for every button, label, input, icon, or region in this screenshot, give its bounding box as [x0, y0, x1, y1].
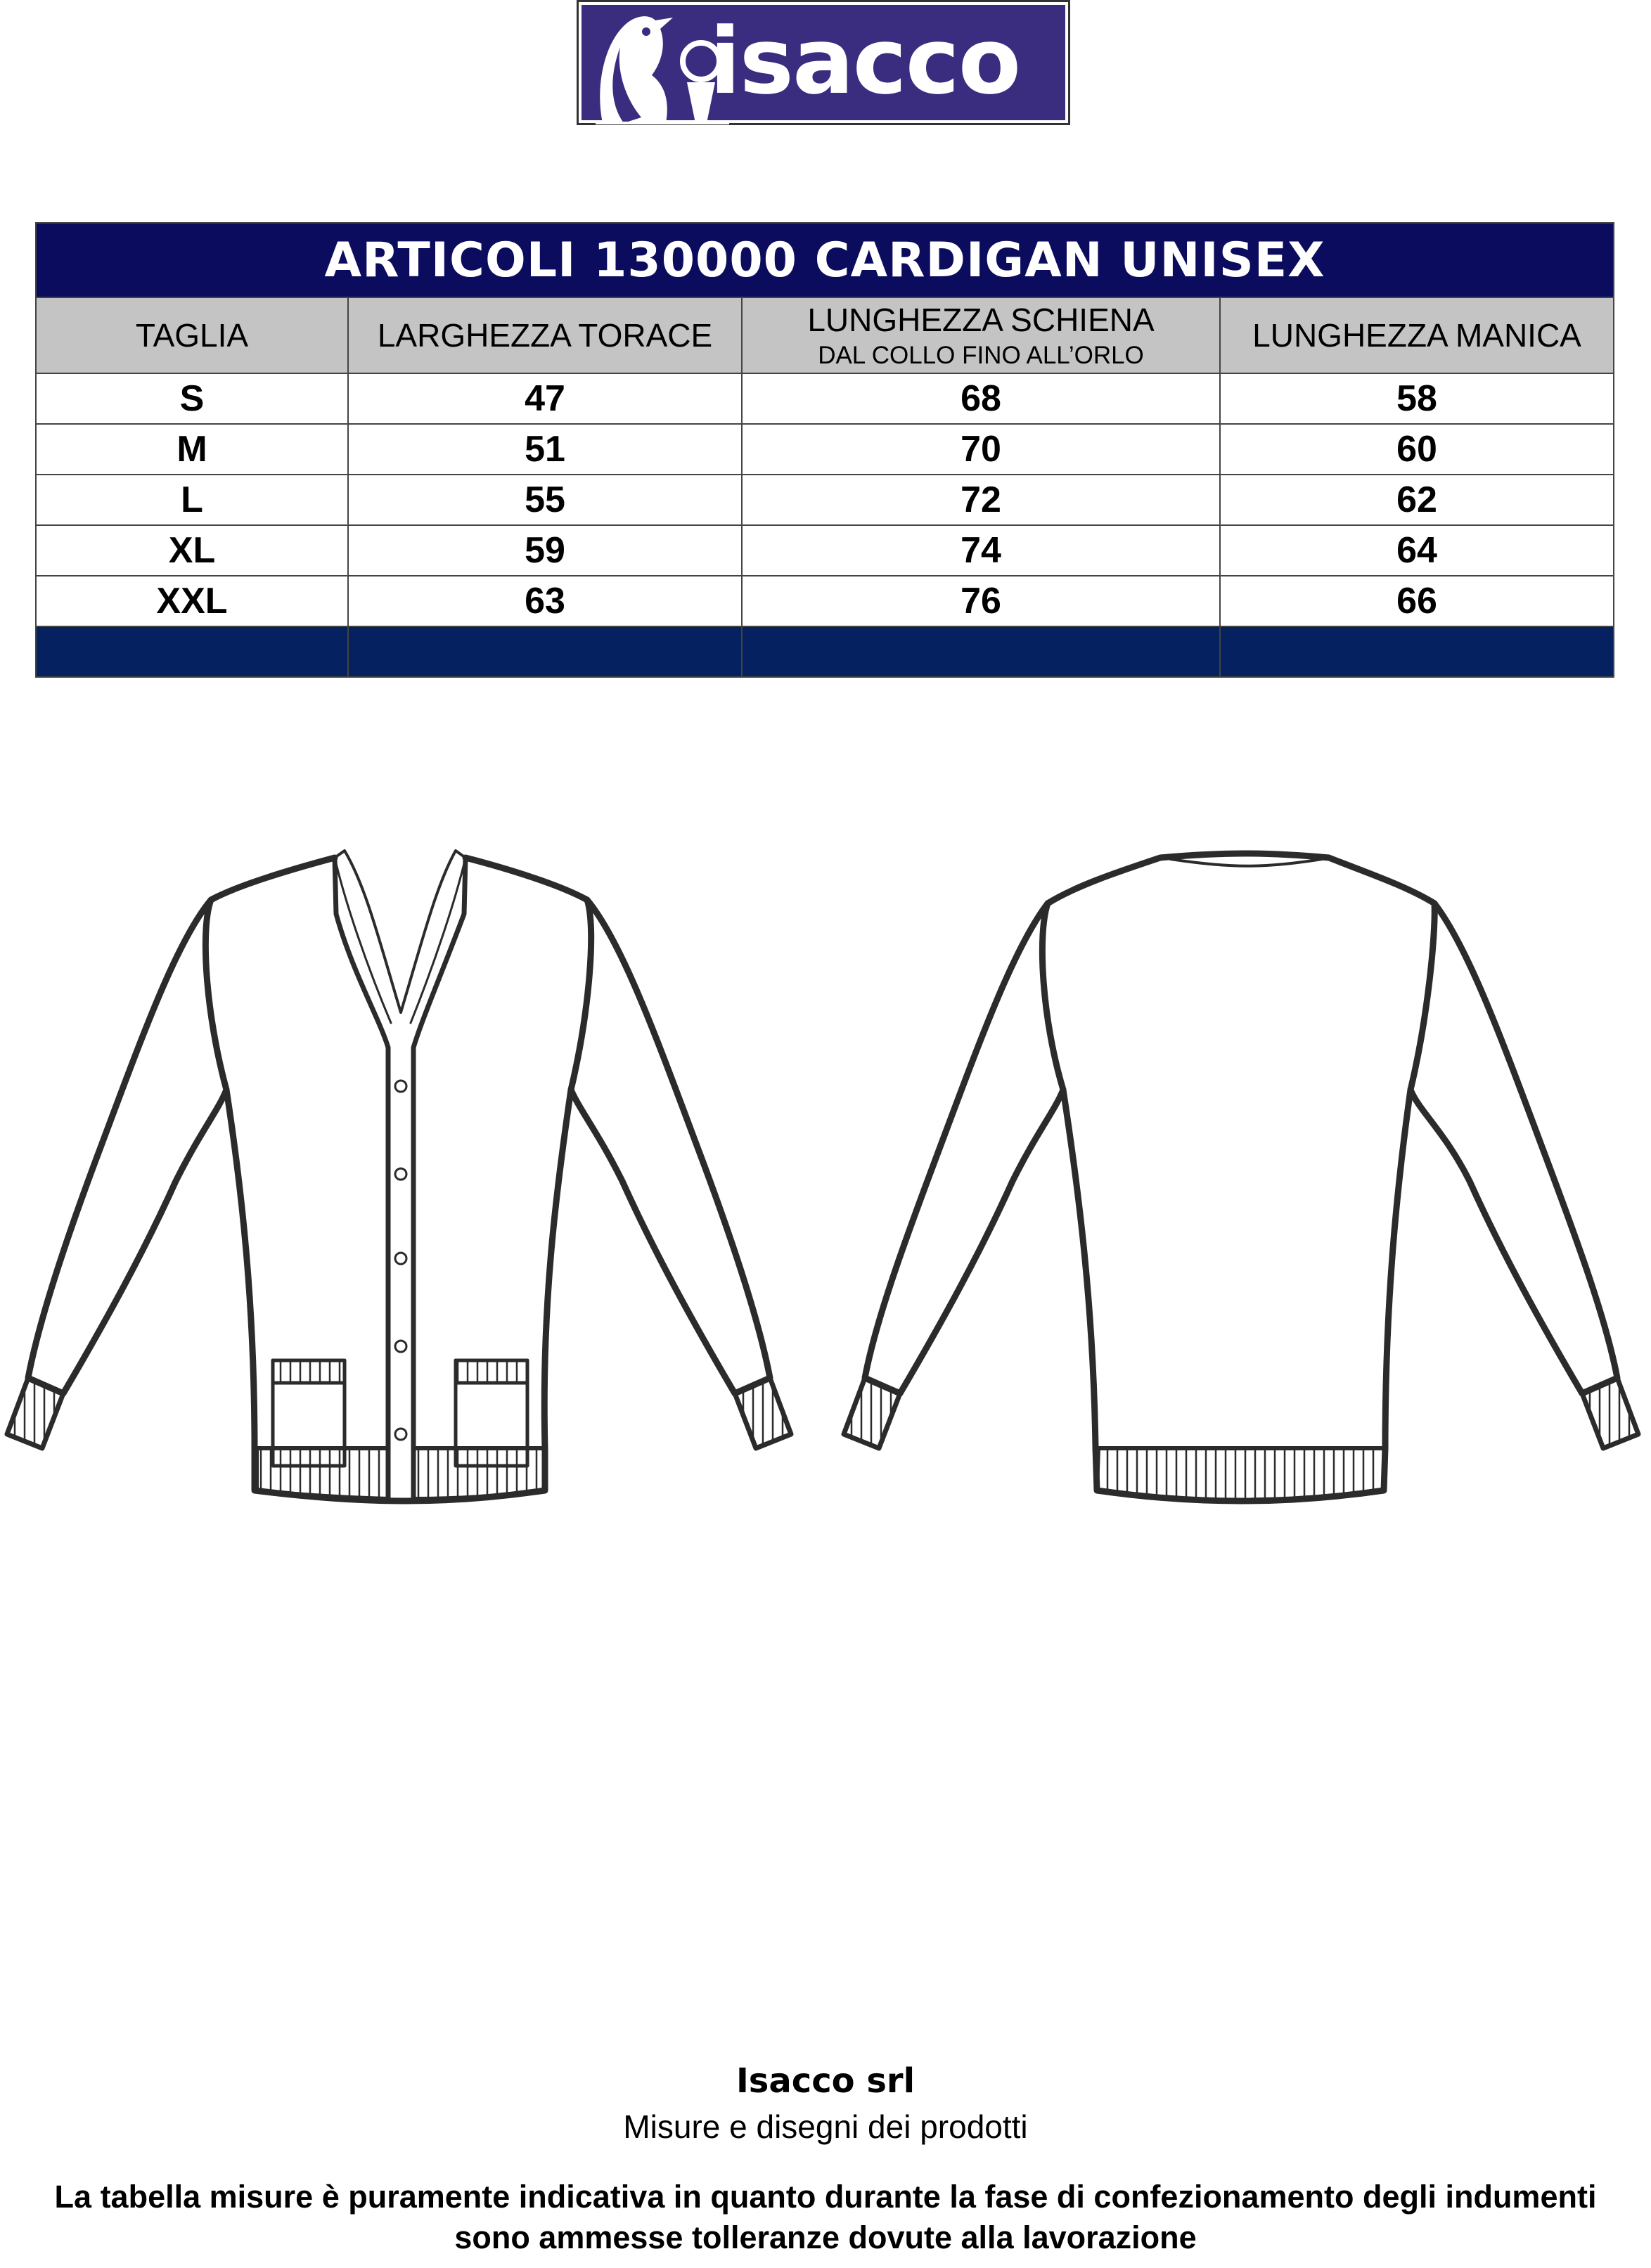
table-header-row: [36, 297, 1614, 373]
header-lunghezza-schiena: LUNGHEZZA SCHIENA DAL COLLO FINO ALL’ORLO: [742, 297, 1220, 373]
disclaimer: [0, 2177, 1651, 2258]
size-table: [35, 222, 1614, 678]
table-row: [36, 475, 1614, 525]
cell-back-length: 76: [742, 576, 1220, 626]
logo-background: [582, 5, 1065, 120]
cell-size: XXL: [36, 576, 348, 626]
header-larghezza-torace: LARGHEZZA TORACE: [348, 297, 742, 373]
disclaimer-line-1: La tabella misure è puramente indicativa in quanto durante la fase di confezionamento degli indumenti: [54, 2179, 1597, 2215]
table-title-row: [36, 223, 1614, 297]
table-title: ARTICOLI 130000 CARDIGAN UNISEX: [36, 223, 1614, 297]
table-row: [36, 373, 1614, 424]
header-taglia: TAGLIA: [36, 297, 348, 373]
cell-sleeve-length: 64: [1220, 525, 1614, 576]
cell-chest: 63: [348, 576, 742, 626]
cell-size: S: [36, 373, 348, 424]
header-lunghezza-manica: LUNGHEZZA MANICA: [1220, 297, 1614, 373]
table-row: [36, 576, 1614, 626]
cell-back-length: 72: [742, 475, 1220, 525]
cardigan-back-drawing: [844, 853, 1638, 1501]
company-name: Isacco srl: [735, 2061, 916, 2101]
cell-sleeve-length: 62: [1220, 475, 1614, 525]
cell-chest: 59: [348, 525, 742, 576]
cell-back-length: 68: [742, 373, 1220, 424]
cell-chest: 51: [348, 424, 742, 475]
cell-chest: 55: [348, 475, 742, 525]
logo-wordmark: isacco: [709, 8, 1020, 115]
header-lunghezza-schiena-note: DAL COLLO FINO ALL’ORLO: [818, 342, 1144, 369]
brand-logo: [577, 0, 1070, 125]
cardigan-drawings: [0, 830, 1651, 1540]
table-row: [36, 424, 1614, 475]
penguin-mascot-icon: [582, 5, 729, 124]
cell-back-length: 70: [742, 424, 1220, 475]
footer-subtitle: Misure e disegni dei prodotti: [623, 2108, 1028, 2145]
cell-size: XL: [36, 525, 348, 576]
cell-sleeve-length: 60: [1220, 424, 1614, 475]
cell-size: M: [36, 424, 348, 475]
disclaimer-line-2: sono ammesse tolleranze dovute alla lavorazione: [454, 2219, 1197, 2255]
table-footer-bar: [36, 626, 1614, 677]
cell-back-length: 74: [742, 525, 1220, 576]
table-row: [36, 525, 1614, 576]
cell-sleeve-length: 66: [1220, 576, 1614, 626]
cell-chest: 47: [348, 373, 742, 424]
cardigan-front-drawing: [7, 851, 791, 1501]
cell-sleeve-length: 58: [1220, 373, 1614, 424]
cell-size: L: [36, 475, 348, 525]
